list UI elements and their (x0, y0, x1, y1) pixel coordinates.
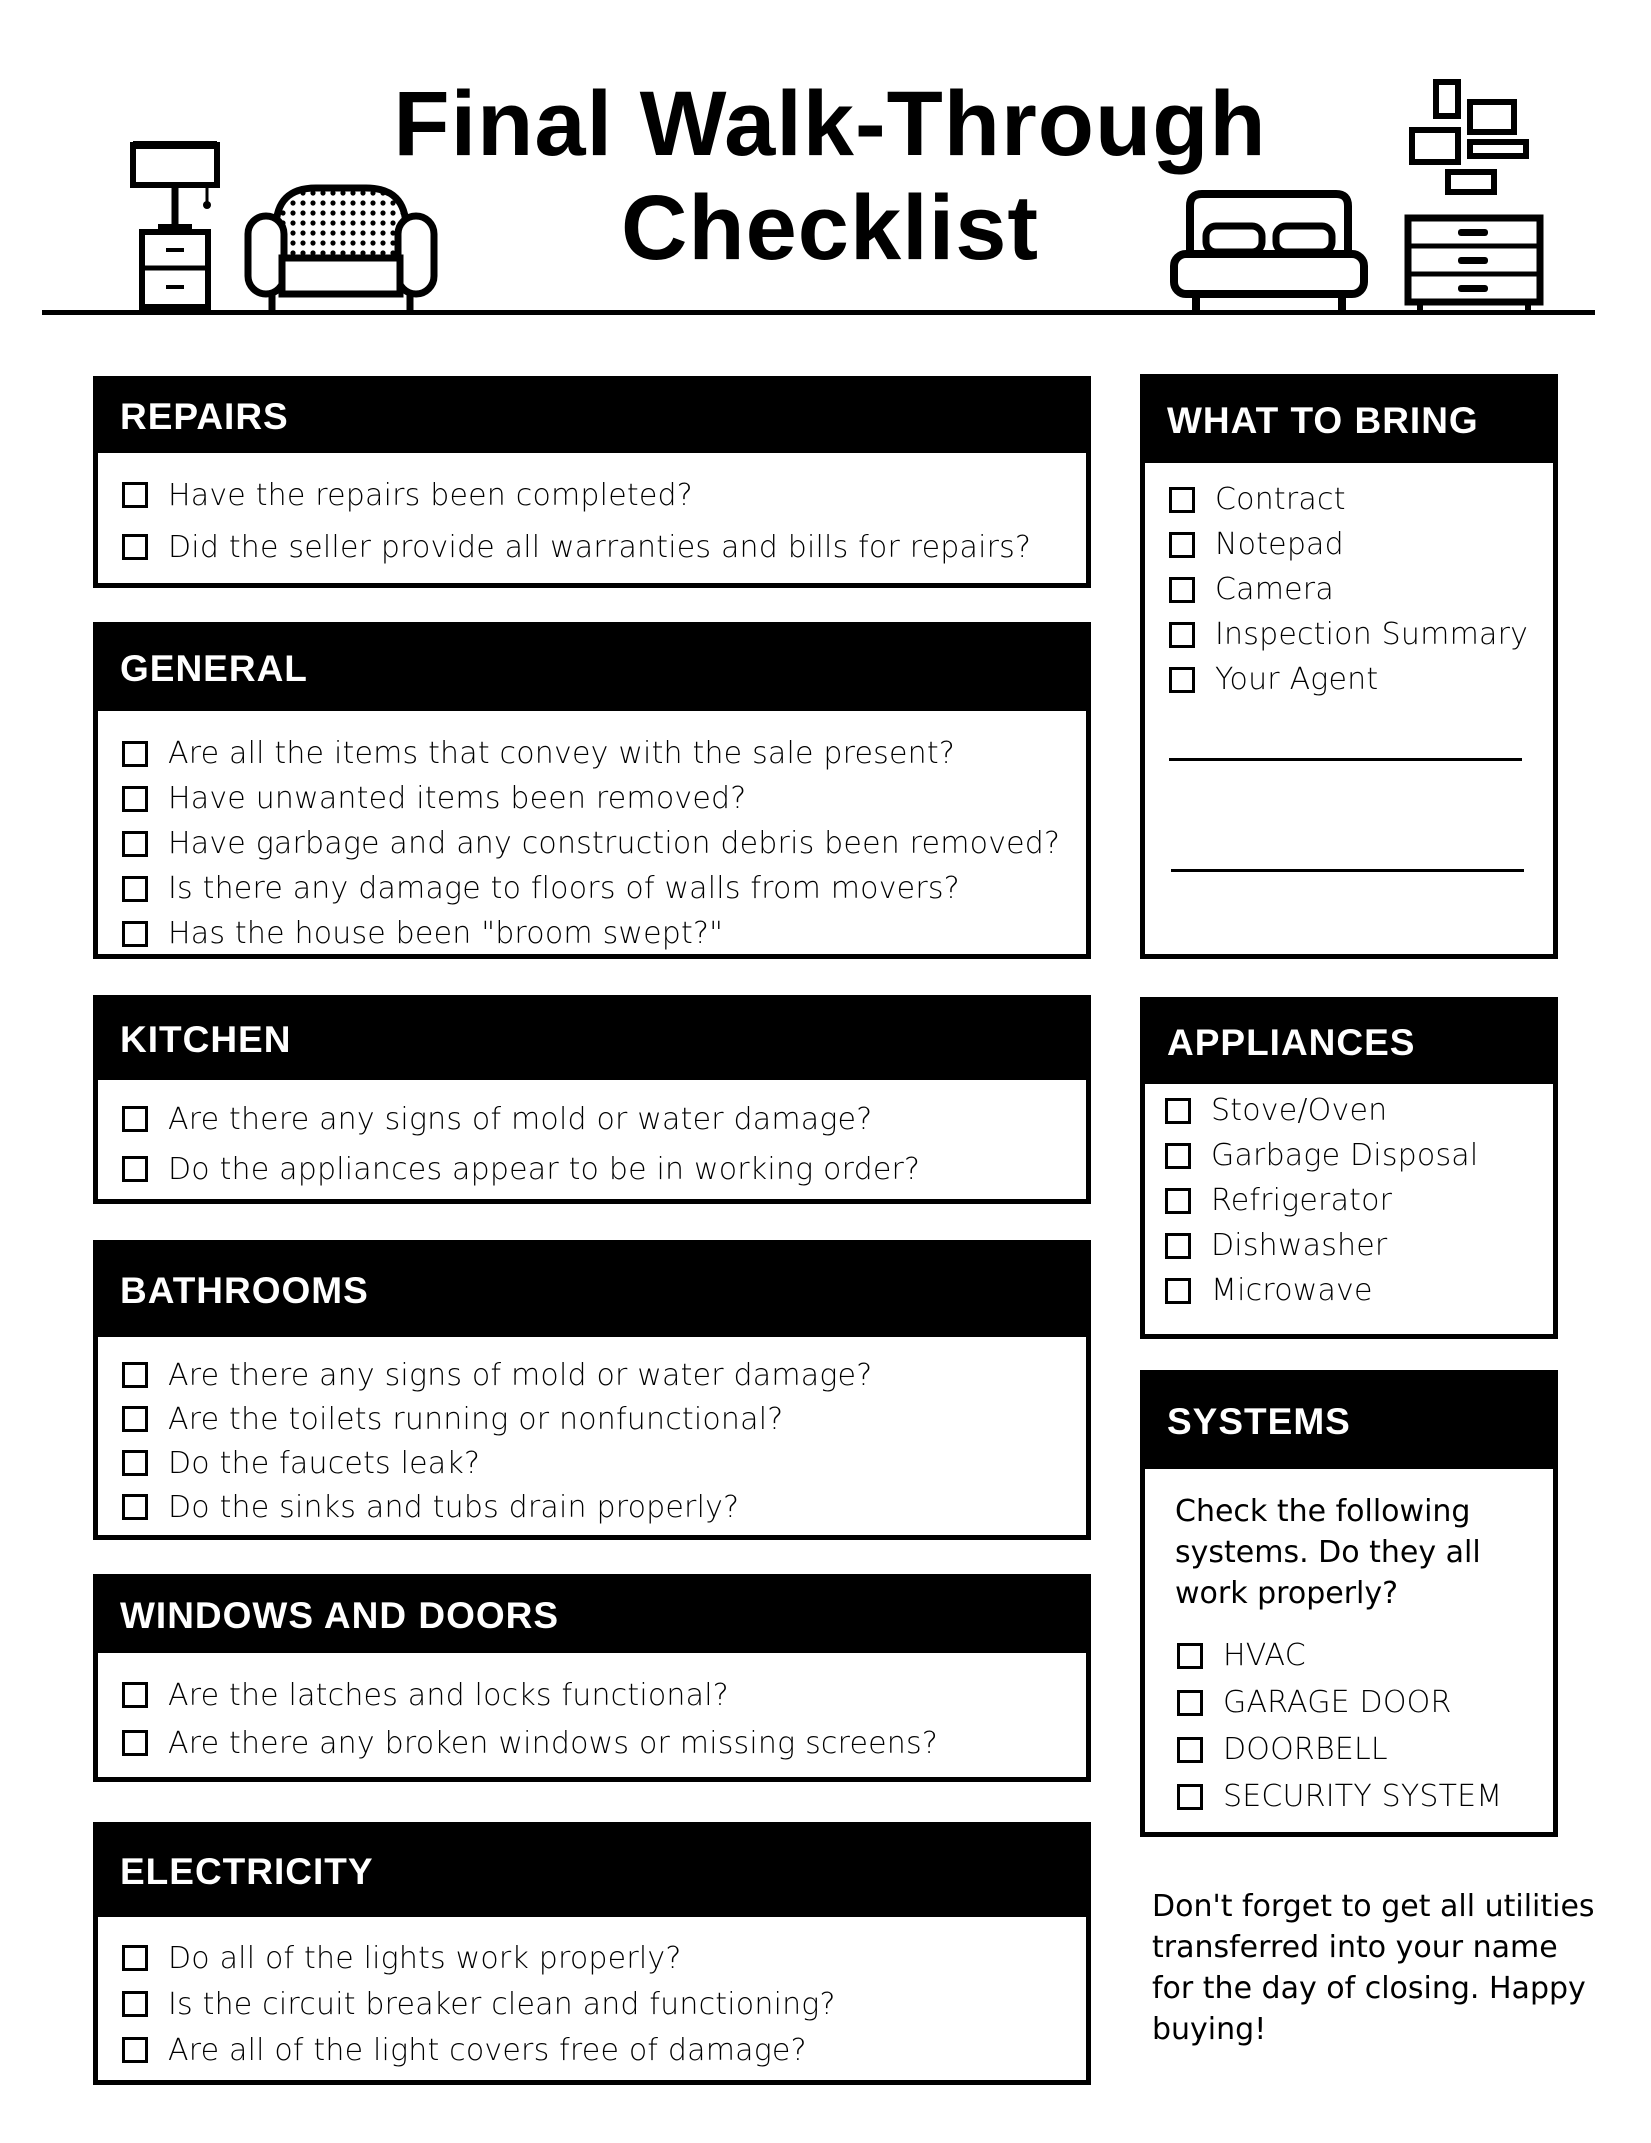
checklist-item[interactable] (122, 821, 1086, 866)
checkbox[interactable] (122, 831, 148, 857)
checklist-item[interactable] (1169, 657, 1553, 702)
checklist-item-label: Camera (1215, 572, 1334, 607)
checklist-item-label: SECURITY SYSTEM (1223, 1779, 1503, 1814)
checkbox[interactable] (122, 1106, 148, 1132)
checklist-item-label: Has the house been "broom swept?" (168, 916, 724, 951)
checklist-item[interactable] (1177, 1773, 1553, 1820)
checklist-item[interactable] (1165, 1178, 1553, 1223)
checkbox[interactable] (122, 1730, 148, 1756)
checkbox[interactable] (122, 1991, 148, 2017)
checklist-item-label: GARAGE DOOR (1223, 1685, 1452, 1720)
checklist-item[interactable] (1177, 1726, 1553, 1773)
checklist-item[interactable] (1177, 1679, 1553, 1726)
systems-intro-line: Check the following (1175, 1494, 1471, 1529)
checklist-item[interactable] (122, 1719, 1086, 1767)
checkbox[interactable] (122, 1945, 148, 1971)
bathrooms-section (93, 1240, 1091, 1540)
systems-intro-line: work properly? (1175, 1576, 1399, 1611)
checkbox[interactable] (122, 921, 148, 947)
checkbox[interactable] (1165, 1188, 1191, 1214)
checkbox[interactable] (1177, 1737, 1203, 1763)
checkbox[interactable] (122, 534, 148, 560)
checkbox[interactable] (122, 1682, 148, 1708)
checklist-item-label: Dishwasher (1211, 1228, 1388, 1263)
page-title-line1: Final Walk-Through (393, 73, 1267, 175)
checklist-item[interactable] (1169, 522, 1553, 567)
checkbox[interactable] (1169, 577, 1195, 603)
checklist-item-label: Is the circuit breaker clean and functioning? (168, 1986, 836, 2022)
checkbox[interactable] (1169, 667, 1195, 693)
windows-doors-section (93, 1574, 1091, 1782)
checklist-item[interactable] (122, 1397, 1086, 1441)
checkbox[interactable] (122, 1406, 148, 1432)
what-to-bring-heading: WHAT TO BRING (1145, 379, 1553, 463)
checklist-item[interactable] (1165, 1088, 1553, 1133)
checklist-item[interactable] (1165, 1268, 1553, 1313)
general-section (93, 622, 1091, 959)
checklist-item-label: Your Agent (1215, 662, 1379, 697)
repairs-section (93, 376, 1091, 588)
closing-note (1152, 1886, 1622, 2050)
general-heading: GENERAL (98, 627, 1086, 711)
checklist-item[interactable] (122, 1353, 1086, 1397)
header-ground-line (42, 310, 1595, 315)
kitchen-heading: KITCHEN (98, 1000, 1086, 1080)
lamp-nightstand-icon (128, 140, 228, 315)
checklist-item-label: Microwave (1211, 1273, 1373, 1308)
kitchen-section (93, 995, 1091, 1204)
repairs-heading: REPAIRS (98, 381, 1086, 453)
checklist-item[interactable] (122, 521, 1086, 573)
checklist-item[interactable] (122, 776, 1086, 821)
systems-intro-line: systems. Do they all (1175, 1535, 1481, 1570)
checkbox[interactable] (1165, 1098, 1191, 1124)
checklist-item[interactable] (1177, 1632, 1553, 1679)
checklist-item[interactable] (122, 866, 1086, 911)
checkbox[interactable] (1169, 622, 1195, 648)
dresser-icon (1402, 212, 1550, 314)
checklist-item-label: Do the faucets leak? (168, 1445, 481, 1481)
checklist-item[interactable] (122, 911, 1086, 956)
checklist-item-label: Contract (1215, 482, 1346, 517)
checklist-item-label: Garbage Disposal (1211, 1138, 1479, 1173)
checklist-item[interactable] (122, 1485, 1086, 1529)
checkbox[interactable] (1165, 1143, 1191, 1169)
checklist-item[interactable] (122, 1671, 1086, 1719)
checkbox[interactable] (1177, 1690, 1203, 1716)
checklist-item[interactable] (122, 1935, 1086, 1981)
checkbox[interactable] (122, 741, 148, 767)
checklist-item[interactable] (122, 1144, 1086, 1194)
sofa-icon (238, 178, 443, 313)
systems-heading: SYSTEMS (1145, 1375, 1553, 1469)
checklist-item-label: HVAC (1223, 1638, 1306, 1673)
checklist-item[interactable] (122, 731, 1086, 776)
checkbox[interactable] (122, 482, 148, 508)
checklist-item[interactable] (122, 1981, 1086, 2027)
bathrooms-heading: BATHROOMS (98, 1245, 1086, 1337)
what-to-bring-section (1140, 374, 1558, 959)
systems-section (1140, 1370, 1558, 1837)
checklist-item-label: Are the latches and locks functional? (168, 1677, 729, 1713)
appliances-heading: APPLIANCES (1145, 1002, 1553, 1084)
closing-note-line: for the day of closing. Happy (1152, 1971, 1586, 2006)
checklist-item[interactable] (1165, 1133, 1553, 1178)
checkbox[interactable] (1165, 1278, 1191, 1304)
checkbox[interactable] (1165, 1233, 1191, 1259)
checkbox[interactable] (122, 786, 148, 812)
closing-note-line: Don't forget to get all utilities (1152, 1889, 1595, 1924)
checkbox[interactable] (122, 876, 148, 902)
checklist-item-label: Did the seller provide all warranties and bills for repairs? (168, 529, 1032, 565)
checklist-item[interactable] (122, 469, 1086, 521)
checkbox[interactable] (1177, 1784, 1203, 1810)
checklist-item-label: Is there any damage to floors of walls from movers? (168, 871, 960, 906)
checklist-item-label: Have unwanted items been removed? (168, 781, 747, 816)
checkbox[interactable] (1169, 487, 1195, 513)
blank-write-in-line-1[interactable] (1169, 758, 1522, 761)
checklist-item-label: Are all of the light covers free of damage? (168, 2032, 807, 2068)
checklist-item-label: Are there any signs of mold or water damage? (168, 1357, 873, 1393)
checklist-item-label: DOORBELL (1223, 1732, 1388, 1767)
checklist-item[interactable] (122, 1441, 1086, 1485)
checklist-item[interactable] (1165, 1223, 1553, 1268)
checklist-item[interactable] (1169, 477, 1553, 522)
checkbox[interactable] (122, 2037, 148, 2063)
bed-icon (1168, 188, 1368, 313)
checkbox[interactable] (122, 1156, 148, 1182)
checklist-item-label: Stove/Oven (1211, 1093, 1388, 1128)
checklist-item-label: Are there any broken windows or missing screens? (168, 1725, 938, 1761)
checkbox[interactable] (122, 1494, 148, 1520)
checklist-item-label: Notepad (1215, 527, 1344, 562)
checklist-item[interactable] (122, 2027, 1086, 2073)
systems-intro (1145, 1469, 1553, 1614)
checklist-item-label: Are all the items that convey with the sale present? (168, 736, 955, 771)
checklist-item-label: Have garbage and any construction debris been removed? (168, 826, 1061, 861)
electricity-section (93, 1822, 1091, 2085)
windows-doors-heading: WINDOWS AND DOORS (98, 1579, 1086, 1653)
electricity-heading: ELECTRICITY (98, 1827, 1086, 1917)
closing-note-line: buying! (1152, 2012, 1267, 2047)
checklist-item-label: Are there any signs of mold or water damage? (168, 1101, 873, 1137)
checklist-item-label: Inspection Summary (1215, 617, 1529, 652)
checklist-item-label: Have the repairs been completed? (168, 477, 693, 513)
checkbox[interactable] (1177, 1643, 1203, 1669)
checkbox[interactable] (122, 1362, 148, 1388)
appliances-section (1140, 997, 1558, 1339)
checklist-item-label: Do all of the lights work properly? (168, 1940, 682, 1976)
picture-frames-icon (1408, 78, 1538, 198)
checklist-item[interactable] (122, 1094, 1086, 1144)
checkbox[interactable] (122, 1450, 148, 1476)
closing-note-line: transferred into your name (1152, 1930, 1558, 1965)
blank-write-in-line-2[interactable] (1171, 869, 1524, 872)
checkbox[interactable] (1169, 532, 1195, 558)
page-title-line2: Checklist (620, 177, 1040, 279)
checklist-item-label: Are the toilets running or nonfunctional? (168, 1401, 784, 1437)
checklist-item-label: Do the appliances appear to be in working order? (168, 1151, 921, 1187)
checklist-item-label: Do the sinks and tubs drain properly? (168, 1489, 740, 1525)
checklist-item-label: Refrigerator (1211, 1183, 1393, 1218)
checklist-item[interactable] (1169, 567, 1553, 612)
checklist-item[interactable] (1169, 612, 1553, 657)
